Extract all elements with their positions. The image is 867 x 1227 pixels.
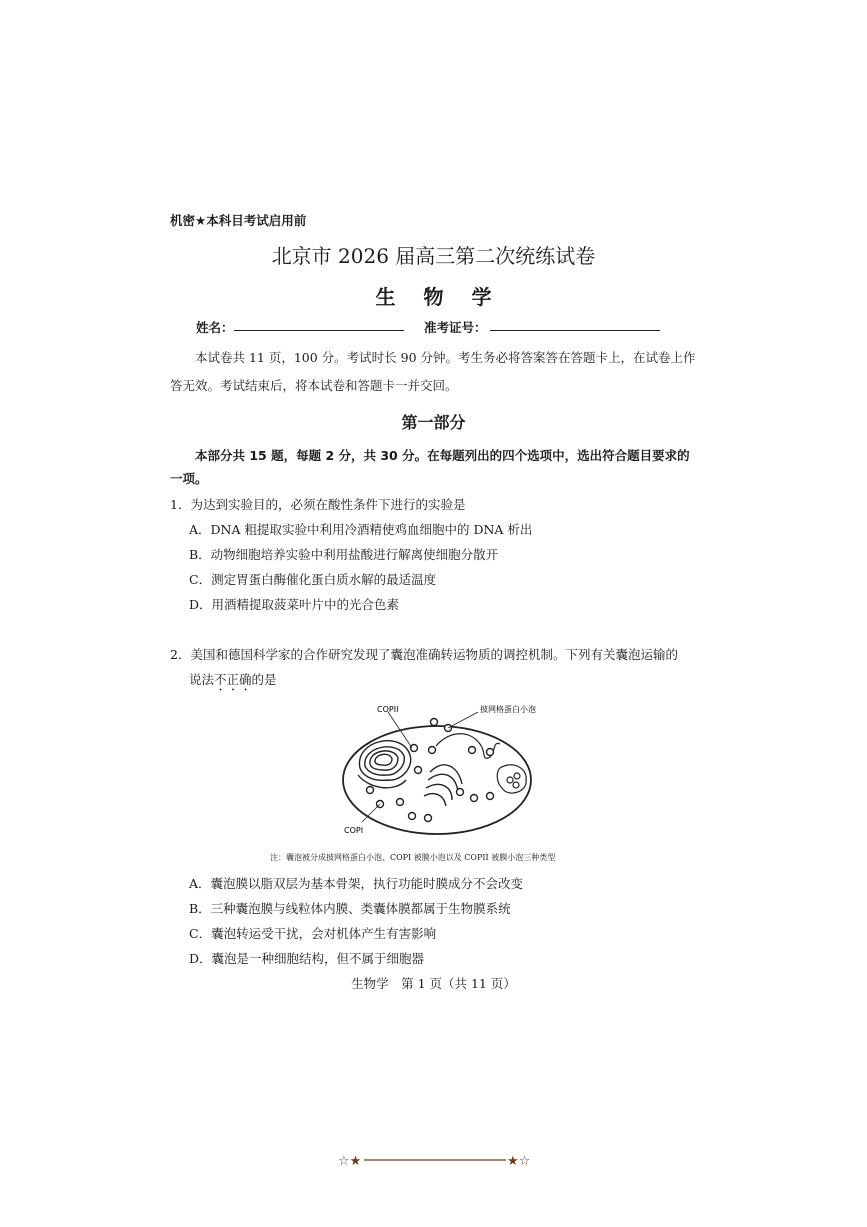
id-label: 准考证号： (424, 320, 487, 335)
figure-note: 注：囊泡被分成披网格蛋白小泡、COPI 被膜小泡以及 COPII 被膜小泡三种类型 (270, 853, 556, 862)
star-icon: ★☆ (507, 1154, 531, 1168)
copii-pointer (388, 712, 412, 748)
clathrin-pointer (448, 712, 478, 728)
lysosome (497, 765, 526, 793)
subject-title: 生物学 (375, 285, 520, 309)
question-2-option-d: D．囊泡是一种细胞结构，但不属于细胞器 (189, 951, 425, 966)
star-icon: ☆★ (338, 1154, 362, 1168)
part-one-instructions-1: 本部分共 15 题，每题 2 分，共 30 分。在每题列出的四个选项中，选出符合题目要求的 (195, 448, 690, 463)
question-2-option-a: A．囊泡膜以脂双层为基本骨架，执行功能时膜成分不会改变 (189, 876, 524, 891)
intro-line-1: 本试卷共 11 页，100 分。考试时长 90 分钟。考生务必将答案答在答题卡上，在试卷上作 (195, 350, 696, 365)
page-footer: 生物学 第 1 页（共 11 页） (351, 976, 516, 991)
emphasis-text: 不正确 (214, 672, 252, 687)
vesicle-transport-diagram (340, 700, 540, 845)
question-1-option-c: C．测定胃蛋白酶催化蛋白质水解的最适温度 (189, 572, 437, 587)
cell-membrane (343, 726, 531, 834)
endoplasmic-reticulum (358, 741, 411, 788)
question-1-option-d: D．用酒精提取菠菜叶片中的光合色素 (189, 597, 400, 612)
star-divider-decoration (338, 1152, 533, 1168)
question-2-stem-cont: 说法不正确的是 (189, 672, 277, 687)
question-2-option-c: C．囊泡转运受干扰，会对机体产生有害影响 (189, 926, 437, 941)
question-1-option-b: B．动物细胞培养实验中利用盐酸进行解离使细胞分散开 (189, 547, 499, 562)
name-label: 姓名： (196, 320, 234, 335)
label-copi: COPI (344, 826, 364, 835)
intro-line-2: 答无效。考试结束后，将本试卷和答题卡一并交回。 (170, 378, 458, 393)
exam-title: 北京市 2026 届高三第二次统练试卷 (271, 244, 596, 268)
label-clathrin: 披网格蛋白小泡 (480, 705, 536, 714)
question-1-option-a: A．DNA 粗提取实验中利用冷酒精使鸡血细胞中的 DNA 析出 (189, 522, 533, 537)
name-underline (234, 330, 404, 331)
label-copii: COPII (377, 705, 399, 714)
question-2-option-b: B．三种囊泡膜与线粒体内膜、类囊体膜都属于生物膜系统 (189, 901, 511, 916)
question-2-stem: 2．美国和德国科学家的合作研究发现了囊泡准确转运物质的调控机制。下列有关囊泡运输的 (170, 647, 678, 662)
confidential-label: 机密★本科目考试启用前 (170, 213, 307, 228)
part-one-instructions-2: 一项。 (170, 471, 208, 486)
golgi-apparatus (424, 765, 462, 806)
id-underline (490, 330, 660, 331)
question-1-stem: 1．为达到实验目的，必须在酸性条件下进行的实验是 (170, 497, 466, 512)
part-one-title: 第一部分 (401, 413, 466, 432)
